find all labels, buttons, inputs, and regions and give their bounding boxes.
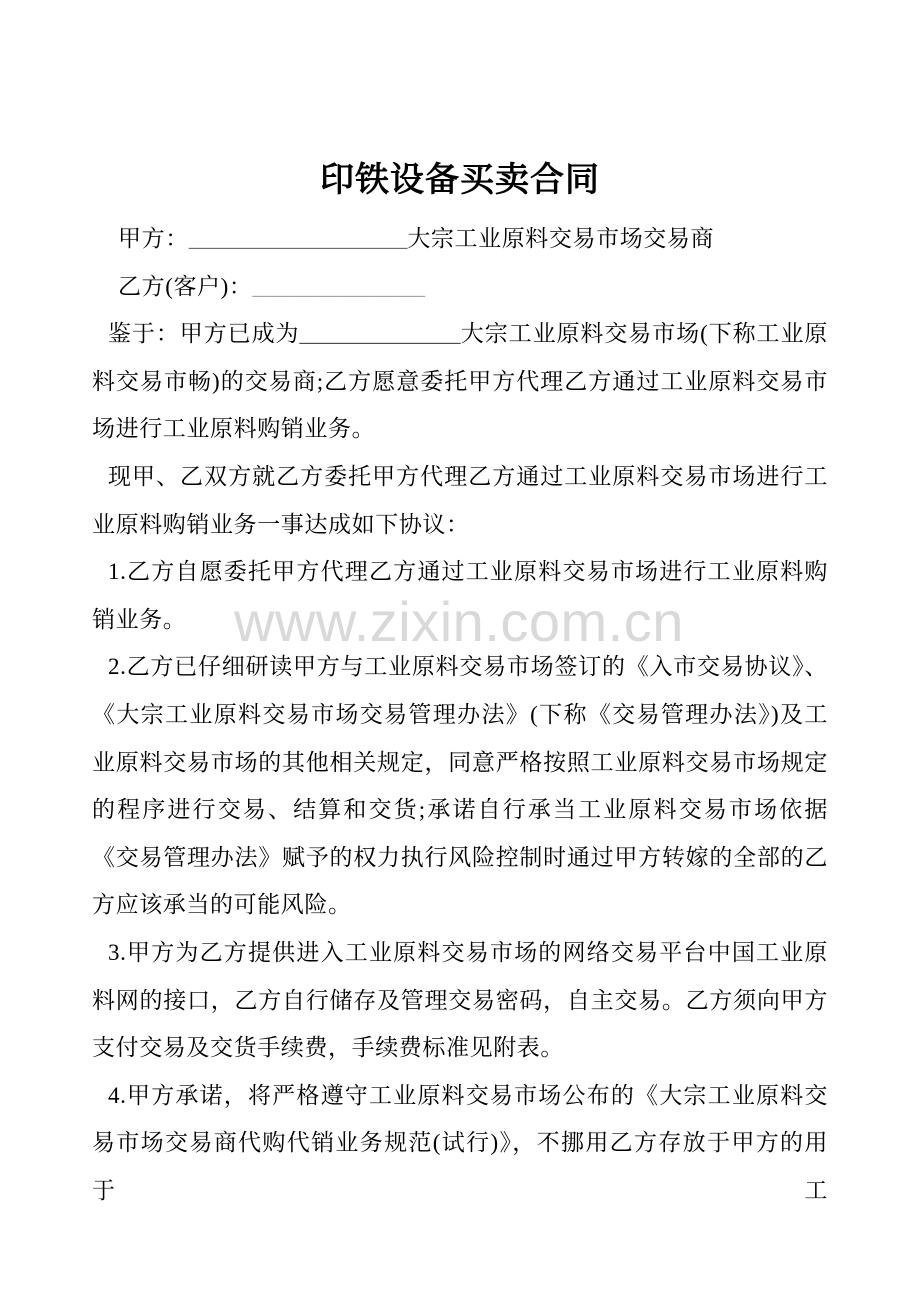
whereas-paragraph: [92, 310, 828, 453]
clause-4: 4.甲方承诺，将严格遵守工业原料交易市场公布的《大宗工业原料交易市场交易商代购代销业务规范(试行)》，不挪用乙方存放于甲方的用于工: [92, 1082, 828, 1203]
preamble-paragraph: 现甲、乙双方就乙方委托甲方代理乙方通过工业原料交易市场进行工业原料购销业务一事达成如下协议：: [92, 463, 828, 537]
clause-1: 1.乙方自愿委托甲方代理乙方通过工业原料交易市场进行工业原料购销业务。: [92, 559, 828, 632]
party-a-blank-line: ___________________: [188, 226, 408, 251]
party-b-label: 乙方(客户)：: [118, 273, 253, 299]
document-title: 印铁设备买卖合同: [320, 162, 600, 199]
party-a-description: 大宗工业原料交易市场交易商: [407, 226, 715, 251]
whereas-text: 大宗工业原料交易市场(下称工业原料交易市畅)的交易商;乙方愿意委托甲方代理乙方通过工业原料交易市场进行工业原料购销业务。: [92, 321, 828, 442]
party-b-line: [92, 263, 828, 311]
party-a-line: [92, 215, 828, 263]
whereas-blank-line: ______________: [299, 321, 461, 347]
clause-3: 3.甲方为乙方提供进入工业原料交易市场的网络交易平台中国工业原料网的接口，乙方自行储存及管理交易密码，自主交易。乙方须向甲方支付交易及交货手续费，手续费标准见附表。: [92, 939, 828, 1061]
whereas-prefix: 鉴于：甲方已成为: [108, 321, 300, 347]
party-a-label: 甲方：: [118, 226, 189, 251]
party-b-blank-line: _______________: [252, 273, 426, 299]
document-body: [92, 155, 828, 1214]
clause-2: 2.乙方已仔细研读甲方与工业原料交易市场签订的《入市交易协议》、《大宗工业原料交易市场交易管理办法》(下称《交易管理办法》)及工业原料交易市场的其他相关规定，同意严格按照工业原料交易市场规定的程序进行交易、结算和交货;承诺自行承当工业原料交易市场依据《交易管理办法》赋予的权力执行风险控制时通过甲方转嫁的全部的乙方应该承当的可能风险。: [92, 654, 828, 918]
site-watermark: www.zixin.com.cn: [234, 590, 684, 653]
